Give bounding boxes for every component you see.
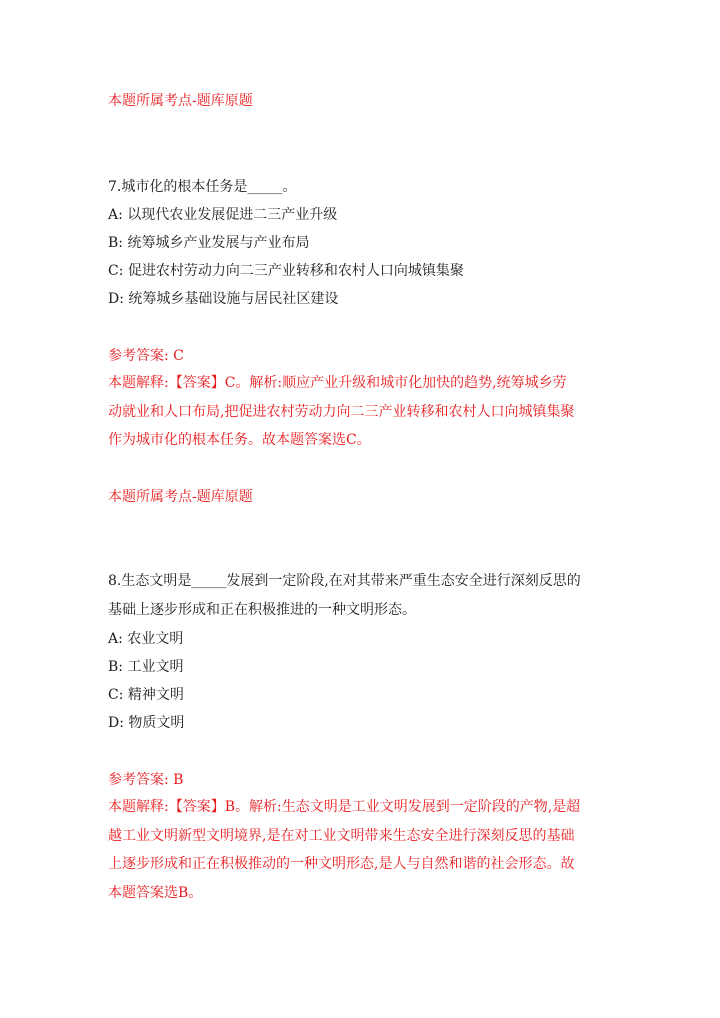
question-7-topic-note: 本题所属考点-题库原题: [108, 489, 253, 505]
question-8-option-b: B: 工业文明: [108, 659, 184, 675]
question-7-answer: 参考答案: C: [108, 348, 184, 364]
top-topic-note: 本题所属考点-题库原题: [108, 93, 253, 109]
question-7-explanation: [108, 369, 616, 455]
explanation-line: 动就业和人口布局,把促进农村劳动力向二三产业转移和农村人口向城镇集聚: [108, 403, 575, 420]
explanation-line: 上逐步形成和正在积极推动的一种文明形态,是人与自然和谐的社会形态。故: [108, 856, 575, 872]
explanation-line: 本题解释:【答案】B。解析:生态文明是工业文明发展到一定阶段的产物,是超: [108, 799, 581, 815]
stem-line: 基础上逐步形成和正在积极推进的一种文明形态。: [108, 601, 416, 618]
question-7-option-c: C: 促进农村劳动力向二三产业转移和农村人口向城镇集聚: [108, 263, 464, 279]
stem-line: 8.生态文明是_____发展到一定阶段,在对其带来严重生态安全进行深刻反思的: [108, 573, 581, 589]
question-8-option-d: D: 物质文明: [108, 715, 185, 731]
explanation-line: 作为城市化的根本任务。故本题答案选C。: [108, 432, 371, 448]
explanation-line: 本题解释:【答案】C。解析:顺应产业升级和城市化加快的趋势,统筹城乡劳: [108, 375, 567, 391]
question-7-option-a: A: 以现代农业发展促进二三产业升级: [108, 207, 338, 223]
question-8-option-a: A: 农业文明: [108, 631, 184, 647]
explanation-line: 本题答案选B。: [108, 884, 203, 901]
explanation-line: 越工业文明新型文明境界,是在对工业文明带来生态安全进行深刻反思的基础: [108, 827, 575, 844]
question-7-stem: 7.城市化的根本任务是_____。: [108, 179, 297, 195]
question-8-option-c: C: 精神文明: [108, 687, 184, 703]
question-8-explanation: [108, 793, 616, 907]
question-8-answer: 参考答案: B: [108, 772, 184, 788]
question-7-option-b: B: 统筹城乡产业发展与产业布局: [108, 235, 310, 251]
question-7-option-d: D: 统筹城乡基础设施与居民社区建设: [108, 291, 339, 307]
question-8-stem: [108, 567, 616, 624]
